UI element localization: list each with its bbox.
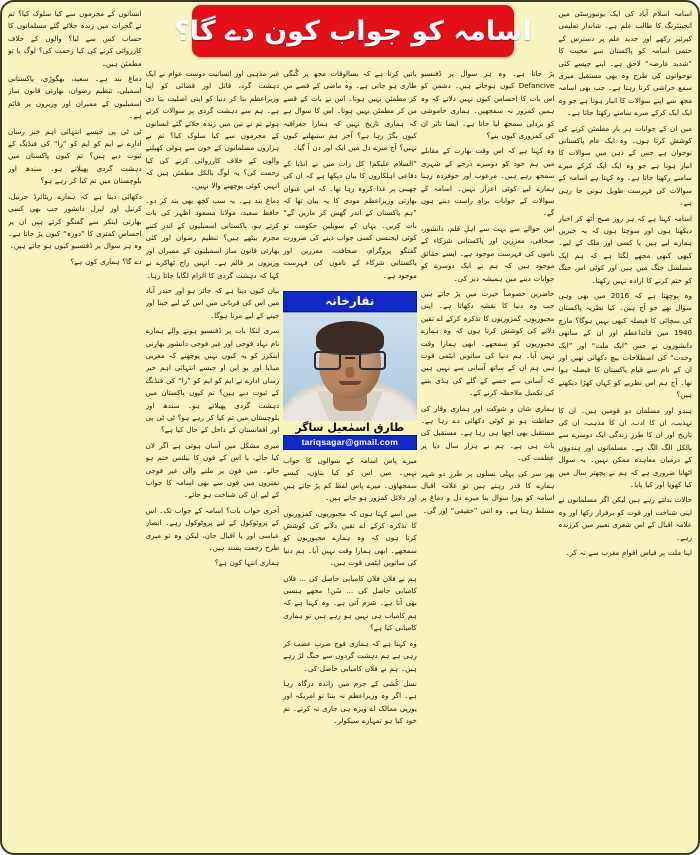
eyeglasses-bridge-icon — [345, 357, 355, 359]
paragraph: ہماری شان و شوکت اور ہماری وقار کی حفاظت ہو تو کوئی دکھائی دے رہا ہے۔ مستقبل بھی اچھا ہی رہا ہے۔ مستقبل کی بات ہی ہے۔ ہم نے ہزار سال دیا پر عظمت کی۔ — [420, 403, 555, 463]
paragraph: ہماری انتہا کون ہے؟ — [214, 558, 280, 568]
paragraph: سری لنکا بات پر ڈفنسیو ہونے والے ہمارے نام نہاد فوجی اور غیر فوجی دانشور بھارتی اینکرز کو یہ کیوں نہیں پوچھتے کہ مغربی میڈیا اور یو این او جیسے انتہائی اہم خبر رساں ادارے نے ایم کو ایم کو ”را“ کی فنڈنگ کے ثبوت دیے ہیں؟ تم کیوں پاکستان میں دہشت گردی پھیلاتے ہو۔ سندھ اور بلوچستان میں تم کیا کر رہے ہو؟ ٹی ٹی پی اور افغانستان کے داخل کے حال کیا ہے؟ — [145, 326, 280, 435]
paragraph: میرے پاس اسامہ کے سوالوں کا جواب نہیں۔ میں اس کو کیا بتاؤں، کیسے سمجھاؤں۔ میرے پاس لفظ کم پڑ جاتے ہیں اور دلائل کمزور ہو جاتے ہیں۔ — [283, 456, 417, 503]
paragraph: میں اسے کہتا ہوں کہ مجبوریوں، کمزوریوں کا تذکرہ کرکے اے تقین دلانے کی کوشش کرتا ہوں کہ وہ ہمارے مجبوریوں کو سمجھے۔ ابھی ہمارا وقت نہیں آیا۔ ہم دنیا کی ساتویں ایٹمی قوت ہیں۔ — [283, 508, 417, 568]
paragraph: اپنا ملت پر قیاس اقوامِ مغرب سے نہ کر۔ — [565, 548, 692, 558]
paragraph: ہم نے فلاں فلاں کامیابی حاصل کی ... فلاں کامیابی حاصل کی ... سُن! مجھے ہنسی بھی آتا ہے۔ شرم آتی ہے۔ وہ کہتا ہے کہ ہم کامیاب ہی نہیں ہو رہے ہیں تو ہماری کامیابی کیا ہے؟ — [283, 573, 417, 633]
paragraph: اسامہ کہتا ہے کہ ہر روز صبح اُٹھ کر اخبار دیکھتا ہوں اور سوچتا ہوں کہ یہ خبریں ہمارے لیے ہیں یا کسی اور ملک کے لیے۔ کبھی کبھی مجھے لگتا ہے کہ ہم ایک مسلسل جنگ میں ہیں اور کوئی اس جنگ کو ختم کرنے کا ارادہ نہیں رکھتا۔ — [558, 213, 692, 285]
paragraph: بیان کیوں دیتا ہے کہ جائز ہو اور حیدر آباد میں اس کی قربانی میں اس کے لیے جینا اور جینے کے لیے مرنا ہوگا۔ — [145, 285, 280, 320]
paragraph: ”السلام علیکم! کل رات میں نے انڈیا کے دفاعی اہلکاروں کا بیان دیکھا ہے کہ ان کی چھینی پر غذا کروہ رہا تھا۔ کہ اس عنوان بھارتی وزیراعظم مودی کا یہ بیان تھا کہ ”ہم پاکستان کے اندر گھس کر ماریں گے“ بات کریں۔ یہاں کے سویلین حکومت تو کوئی ایجنسی کسی جواب دینے کی ضرورت گفتگو پروگرام، صحافت، معززین اور پاکستانی شرکاء کے ناموں کی فہرست موجود ہے۔ — [283, 158, 417, 280]
paragraph: آخری جواب بات؟ اسامہ کے جواب تک۔ اس کے پروٹوکول کے لیے پروٹوکول رہے۔ انصار عباسی اور یا اقبال جان، لیکن وہ تو میری طرح رجعت پسند ہیں۔ — [145, 505, 280, 553]
paragraph: ٹی ٹی پی جیسے انتہائی اہم خبر رساں ادارے نے ایم کو ایم کو ”را“ کی فنڈنگ کے ثبوت دیے ہیں؟ تم کیوں پاکستان میں دہشت گردی پھیلاتے ہو۔ سندھ اور بلوچستان میں تم کیا کر رہے ہو؟ — [8, 126, 142, 186]
portrait-hair-shape — [316, 321, 384, 355]
paragraph: پڑ جاتا ہے۔ وہ ہر سوال پر ڈفنسیو Defancive کیوں ہوجاتے ہیں۔ دشمن کو اس بات کا احساس کیوں نہیں دلاتے کہ وہ ہمیں کمزور نہ سمجھیں۔ ہماری خاموشی کو بزدلی سمجھ لیا جاتا ہے۔ ایسا تاثر ان کی کمزوری کیوں بنے؟ — [420, 69, 555, 141]
portrait-mouth-shape — [339, 381, 361, 385]
author-email-bar[interactable] — [283, 435, 417, 450]
author-card — [283, 291, 417, 450]
column-2 — [421, 8, 555, 845]
paragraph: انسانوں کے مجرموں سے کیا سلوک کیا؟ تم نے گجرات میں زندہ جلائے گئے مسلمانوں کا حساب کس سے لیا؟ والوں کے خلاف کارروائی کرنے کی کیا زحمت کی؟ لوگ یا تو مطمئن ہیں۔ — [8, 9, 142, 68]
column-1 — [558, 8, 692, 845]
paragraph: حالات بدلتے رہے ہیں لیکن اگر مسلمانوں نے اپنی شناخت اور قوت کو برقرار رکھا اور وہ علامہ اقبال کے اس شعری تعبیر میں کرزندہ رہے۔ — [558, 495, 692, 542]
paragraph: دماغ بند ہے۔ یہ سب کچھ بھی بند کر دو۔ حافظ سعید، مولانا مسعود اظہر کی بات کرتے ہو، پاکستانی اسمبلیوں کے اندر کتنے مجرم بیٹھے ہیں؟ تنظیم رضوان اور کئی بھارتی قانون ساز اسمبلیوں کے ممبران اور وزیروں پر قائم ہے۔ انہیں راج ٹھاکرے نے کہا کہ دہشت گردی کا الزام لگایا جاتا رہا۔ — [145, 196, 280, 280]
column-4-top-spacer — [146, 8, 280, 68]
column-4-body — [146, 68, 280, 573]
paragraph: وہ کہتا ہے کہ اس وقت بھارت کے مقابلے میں ہم خود کو دوسرے درجے کے شہری سمجھ رہے ہیں۔ مرعوب اور خوفزدہ رہنا ہمارے لیے کوئی اعزاز نہیں۔ اسامہ کے سوالات کے جوابات براہِ راست دینے ہوں گے۔ — [420, 146, 555, 218]
paragraph: حاضرین خصوصاً حیرت میں پڑ جاتے ہیں جب وہ دنیا کا نقشہ دکھاتا ہے۔ اپنی مجبوریوں، کمزوریوں کا تذکرہ کرکے اے تقین دلانے کی کوشش کرتا ہوں کہ وہ ہمارے مجبوریوں کو سمجھے۔ ابھی ہمارا وقت نہیں آیا۔ ہم دنیا کی ساتویں ایٹمی قوت ہیں ہم ان کے ساتھ آسانی سے نہیں ہیں کہ آسانی سے جسے کے گلے کی ہڈی بننے کی تکمیل ملاحظہ کرنے کے۔ — [420, 288, 555, 398]
eyeglasses-left-lens-icon — [314, 351, 341, 370]
column-2-body — [421, 68, 555, 520]
article-columns — [2, 4, 698, 851]
paragraph: اس حوالے سے بہت سے اہلِ قلم، دانشور، صحافی، معززین اور پاکستانی شرکاء کے ناموں کی فہرست موجود ہے۔ ایسے حقائق موجود ہیں کہ ہم نے ایک دوسرے کو جوابات دینے میں ہمیشہ دیر کی۔ — [420, 223, 555, 283]
paragraph: دے گا؟ ہماری کون ہے؟ — [70, 256, 142, 266]
paragraph: وہ پوچھتا ہے کہ 2016 میں بھی وہی سوال تھے جو آج ہیں۔ کیا نظریہ پاکستان کی سچائی کا فیصلہ کبھی نہیں ہوگا؟ مارچ 1940 میں قائداعظم اور ان کے ساتھی دانشوروں نے جس ”ایک ملت“ اور ”ایک وحدت“ کی اصطلاحات بیچ دکھائی تھیں اور ان کے نام سے قیام پاکستان کا فیصلہ ہوا تھا۔ آج ہم اس نظریے کو کہاں کھڑا دیکھتے ہیں؟ — [558, 290, 692, 400]
paragraph: وہ کہتا ہے کہ ہماری فوج ضربِ عضب کر رہی ہے ہم دہشت گردوں سے جنگ لڑ رہے ہیں۔ ہم نے فلاں کامیابی حاصل کی۔ — [283, 638, 417, 673]
paragraph: باتیں کرتا ہے کہ بسااوقات مجھ پر گُنگی طاری ہو جاتی ہے۔ وہ ماضی کے قصے من کر مطمئن نہیں ہوتا۔ اس نے بات کے قصے من کر مطمئن نہیں ہوتا۔ اس کا سوال ہے کہ ہماری تاریخ نہیں کہ ہمارا جغرافیہ کیوں بگڑ رہا ہے؟ آخر ہم سنبھلتے کیوں نہیں؟ آج میرے دل میں ایک اور دن آ گیا۔ — [283, 69, 417, 153]
paragraph: ہندو اور مسلمان دو قومیں ہیں۔ ان کا تہذیب، ان کا ادب، ان کا مذہب، ان کی تاریخ اور ان کا طرزِ زندگی ایک دوسرے سے بالکل الگ الگ ہے۔ مسلمانوں اور ہندوؤں کے درمیان معاہدہ ممکن نہیں۔ یہ سوال اٹھانا ضروری ہے کہ ہم نے پچھتر سال میں کیا کھویا اور کیا پایا۔ — [558, 405, 692, 490]
column-2-top-spacer — [421, 8, 555, 68]
portrait-nose-shape — [345, 367, 354, 378]
paragraph: نسل کُشی کے جرم میں راندہ درگاہ رہا ہے۔ اگر وہ وزیراعظم نہ بنتا تو امریکہ اور یورپی ممالک اے ویزہ ہی جاری نہ کرتے۔ تم خود کیا ہو تمہارے سیکولر۔ — [283, 678, 417, 726]
paragraph: دکھائی دیتا ہے کہ ہمارے ریٹائرڈ جرنیل، کرنیل اور لبرل دانشور جب بھی کسی بھارتی اینکر سے گفتگو کرتے ہیں ان پر احساسِ کمتری کا ”دورہ“ کیوں پڑ جاتا ہے۔ وہ ہر سوال پر ڈفنسیو کیوں ہو جاتے ہیں۔ — [8, 191, 142, 251]
author-name: طارق اسمٰعیل ساگر — [283, 421, 417, 435]
column-3-top-spacer — [283, 8, 417, 68]
column-kicker-label: نقارخانہ — [325, 294, 375, 309]
column-1-body — [558, 8, 692, 562]
paragraph: میری مشکل میں آسان ہوتی ہے اگر لان کیا جائے، یا اس کے فون کا بیلنس ختم ہو جائے۔ میں فون پر ملنے والی غیر فوجی نمبروں میں فون سے بھی اسامہ کا جواب کے لیے ان کی شناخت ہو جائے۔ — [145, 440, 280, 500]
author-photo — [283, 312, 417, 421]
column-5-body — [8, 8, 142, 271]
column-kicker-bar — [283, 291, 417, 312]
column-3 — [283, 8, 417, 845]
author-email-address[interactable]: tariqsagar@gmail.com — [301, 437, 399, 448]
paragraph: غیر مذہبی اور انسانیت دوست عوام نے ایک دہشت گرد، قاتل اور قصائی کو اپنا وزیراعظم بنا کر دنیا کو اپنی اصلیت بتا دی ہے۔ ہم سے دہشت گردی پر سوالات کرتے ہوئے تم نے تین میں زندہ جلائے گئے انسانوں کے مجرموں سے کیا سلوک کیا؟ تم نے ہزاروں مسلمانوں کے خون سے ہولی کھیلنے والوں کے خلاف کارروائی کرنے کی کیا زحمت کی؟ یہ لوگ بالکل مطمئن ہیں کہ انہیں کوئی پوچھنے والا نہیں۔ — [145, 69, 280, 190]
column-4 — [146, 8, 280, 845]
paragraph: پھر سر کی پہلی نسلوں پر طرزِ دو شہر ہمارے کا قدر رہتے ہیں تو علامہ اقبال اسامہ کو پورا سوال بنا میرے دل و دماغ پر مسلط رہتا ہے۔ وہ اتنی ”حقیقی“ اور گی۔ — [420, 468, 555, 515]
paragraph: دماغ بند ہے۔ سعید، بھگوڑی، پاکستانی اسمبلی، تنظیم رضوان، بھارتی قانون ساز اسمبلیوں کے ممبران اور وزیروں پر قائم ہے۔ — [8, 74, 142, 121]
eyeglasses-right-lens-icon — [359, 351, 386, 370]
paragraph: اسامہ اسلام آباد کی ایک یونیورسٹی میں انجینئرنگ کا طالب علم ہے۔ شاندار تعلیمی کیرئیر رکھے اور جدید علم پر دسترس کے حتمی اسامہ کو پاکستان سے محبت کا ”شدید عارضہ“ لاحق ہے۔ اپنے جیسے کئی نوجوانوں کی طرح وہ بھی مستقبل میری سمع خراشی کرتا رہتا ہے۔ جب بھی اسامہ مجھ سے اپنے سوالات کا انبار ہوتا ہے جو وہ ایک ایک کرکے میرے سامنے رکھتا جاتا ہے۔ — [558, 9, 692, 118]
headline-title: اسامہ کو جواب کون دے گا؟ — [174, 15, 532, 47]
column-5 — [8, 8, 142, 845]
column-3-body-bottom — [283, 455, 417, 731]
paragraph: میں ان کے جوابات ہر بار مطمئن کرنے کی کوشش کرتا ہوں۔ وہ ایک عام پاکستانی نوجوان ہے جس کے ذہن میں سوالات کا انبار ہوتا ہے جو وہ ایک ایک کرکے میرے سامنے رکھتا جاتا ہے۔ وہ کہتا ہے اسامہ کے سوالات کی فہرست طویل ہوتی جا رہی ہے۔ — [558, 123, 692, 208]
column-3-body-top — [283, 68, 417, 285]
